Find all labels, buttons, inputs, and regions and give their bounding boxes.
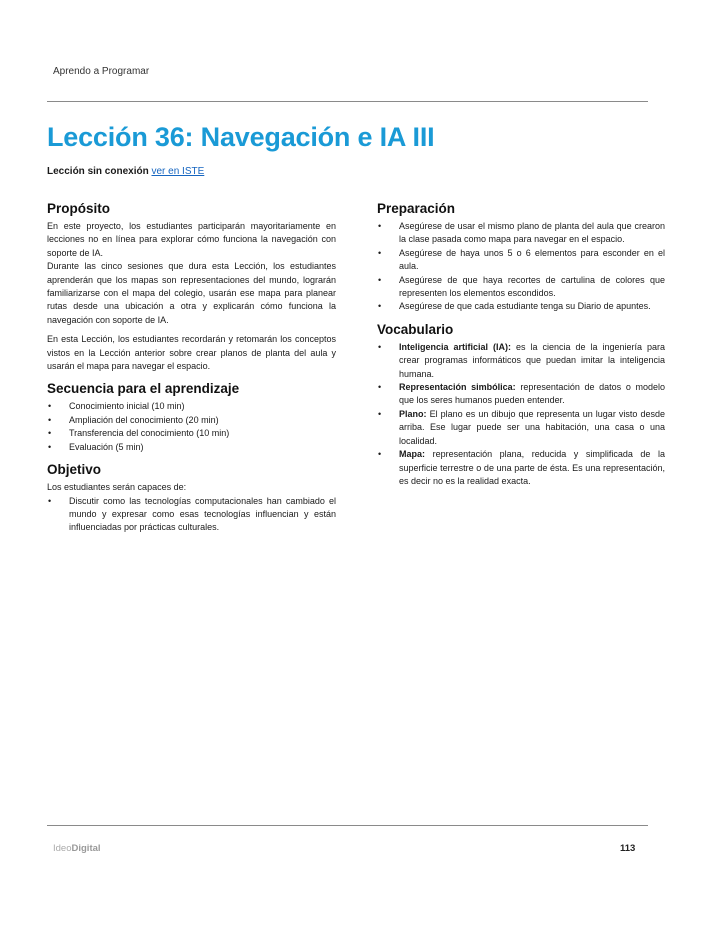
list-item: • Evaluación (5 min) (47, 441, 336, 454)
bullet-icon: • (378, 408, 382, 419)
list-item: • Asegúrese de que cada estudiante tenga su Diario de apuntes. (377, 300, 665, 313)
right-column (377, 200, 665, 488)
vocabulario-heading: Vocabulario (377, 321, 454, 337)
bullet-icon: • (378, 221, 382, 231)
preparacion-section (377, 200, 665, 314)
preparacion-list (377, 220, 665, 314)
proposito-paragraph-1: En este proyecto, los estudiantes participarán mayoritariamente en lecciones no en línea para explorar cómo funciona la navegación con soporte de IA. (47, 221, 336, 258)
objetivo-list (47, 495, 336, 535)
vocab-term: Mapa: (399, 449, 426, 460)
objetivo-heading: Objetivo (47, 462, 102, 478)
list-item: • Ampliación del conocimiento (20 min) (47, 414, 336, 427)
list-item: • Asegúrese de que haya recortes de cartulina de colores que representen los elementos escondidos. (378, 274, 665, 299)
bullet-icon: • (48, 441, 52, 452)
list-item: • Transferencia del conocimiento (10 min) (47, 427, 336, 440)
vocab-definition: El plano es un dibujo que representa un lugar visto desde arriba. Ese lugar puede ser una habitación, una casa o una localidad. (399, 408, 665, 446)
list-item: • Discutir como las tecnologías computacionales han cambiado el mundo y expresar como esas tecnologías influencian y están influenciadas por prácticas culturales. (48, 495, 336, 533)
vocab-term: Inteligencia artificial (IA): (399, 341, 511, 352)
bullet-icon: • (378, 301, 382, 312)
list-item: • Asegúrese de haya unos 5 o 6 elementos para esconder en el aula. (378, 247, 665, 272)
footer-brand: IdeoDigital (53, 843, 101, 854)
proposito-paragraph-2: Durante las cinco sesiones que dura esta Lección, los estudiantes aprenderán que los mapas son representaciones del mundo, lograrán familiarizarse con el mapa del colegio, usarán ese mapa para planear rutas desde una ubicación a otra y explicarán cómo funciona la navegación con soporte de IA. (47, 261, 336, 325)
running-header: Aprendo a Programar (53, 66, 150, 77)
list-item: • Conocimiento inicial (10 min) (47, 400, 336, 413)
proposito-section (47, 200, 336, 373)
vocab-term: Representación simbólica: (399, 382, 516, 393)
vocab-definition: representación de datos o modelo que los seres humanos pueden entender. (399, 382, 665, 406)
secuencia-list (47, 400, 336, 454)
objetivo-intro: Los estudiantes serán capaces de: (47, 482, 187, 493)
bullet-icon: • (48, 414, 52, 425)
bullet-icon: • (48, 428, 52, 439)
list-item: • Asegúrese de usar el mismo plano de planta del aula que crearon la clase pasada como mapa para navegar en el espacio. (378, 221, 665, 245)
vocabulario-list (377, 341, 665, 488)
list-item (377, 448, 665, 488)
iste-link[interactable]: ver en ISTE (151, 166, 205, 177)
vocabulario-section (377, 321, 665, 488)
page-number: 113 (620, 843, 636, 854)
vocab-definition: representación plana, reducida y simplificada de la superficie terrestre o de una parte de ésta. Es una representación, es decir no es la realidad exacta. (399, 449, 665, 486)
list-item (377, 381, 665, 408)
bullet-icon: • (378, 449, 382, 460)
bullet-icon: • (378, 341, 382, 352)
bullet-icon: • (378, 274, 382, 285)
left-column (47, 200, 336, 535)
bullet-icon: • (378, 247, 382, 258)
list-item (377, 341, 665, 381)
bullet-icon: • (378, 382, 382, 393)
page-title: Lección 36: Navegación e IA III (47, 122, 435, 152)
secuencia-heading: Secuencia para el aprendizaje (47, 381, 240, 397)
bullet-icon: • (48, 495, 52, 506)
preparacion-heading: Preparación (377, 201, 456, 216)
objetivo-section (47, 461, 336, 535)
secuencia-section (47, 380, 336, 454)
lesson-subtitle (47, 166, 204, 177)
vocab-term: Plano: (399, 408, 427, 419)
header-divider (47, 101, 648, 102)
proposito-heading: Propósito (47, 201, 110, 216)
vocab-definition: es la ciencia de la ingeniería para crear programas informáticos que puedan imitar la inteligencia humana. (399, 341, 665, 379)
list-item (377, 408, 665, 448)
footer-divider (47, 825, 648, 826)
bullet-icon: • (48, 401, 52, 412)
proposito-paragraph-3: En esta Lección, los estudiantes recordarán y retomarán los conceptos vistos en la Lección anterior sobre crear planos de planta del aula y usarán el mapa para navegar el espacio. (47, 334, 336, 372)
offline-label: Lección sin conexión (47, 166, 149, 177)
